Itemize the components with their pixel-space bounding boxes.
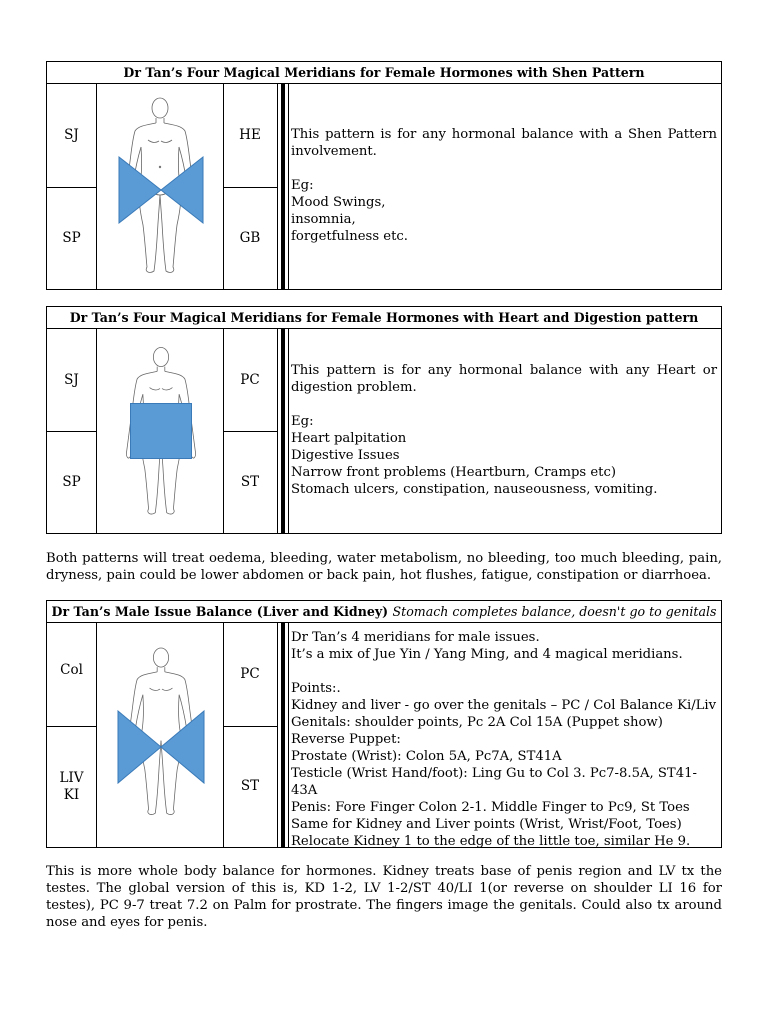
whole-body-balance-paragraph: This is more whole body balance for hormones. Kidney treats base of penis region and LV tx the testes. The global version of this is, KD 1-2, LV 1-2/ST 40/LI 1(or reverse on shoulder LI 16 for testes), PC 9-7 treat 7.2 on Palm for prostrate. The fingers image the genitals. Could also tx around nose and eyes for penis. (46, 864, 722, 930)
shen-pattern-description (291, 126, 717, 245)
male-issue-title-italic: Stomach completes balance, doesn't go to genitals (392, 604, 717, 619)
meridian-label-liv-ki (47, 726, 96, 847)
male-issue-line: Dr Tan’s 4 meridians for male issues. (291, 630, 540, 645)
meridian-label-sp: SP (62, 473, 81, 490)
meridian-label-ki: KI (63, 786, 80, 803)
heart-digestion-item: Heart palpitation (291, 431, 407, 446)
meridian-label-sp: SP (62, 229, 81, 246)
meridian-label-pc: PC (240, 371, 260, 388)
male-issue-points-line: Relocate Kidney 1 to the edge of the little toe, similar He 9. (291, 834, 691, 849)
bowtie-meridian-shape (119, 157, 203, 223)
meridian-label-he: HE (239, 127, 261, 143)
male-issue-points-line: Kidney and liver - go over the genitals – PC / Col Balance Ki/Liv (291, 698, 717, 713)
shen-pattern-table (46, 61, 722, 290)
heart-digestion-eg-label: Eg: (291, 414, 314, 429)
shen-symptom-item: insomnia, (291, 212, 356, 227)
bowtie-meridian-shape (118, 711, 204, 783)
meridian-label-sj: SJ (64, 127, 79, 143)
male-issue-points-line: Penis: Fore Finger Colon 2-1. Middle Finger to Pc9, St Toes (291, 800, 690, 815)
male-issue-points-line: Points:. (291, 681, 341, 696)
heart-digestion-description (291, 362, 717, 498)
male-issue-title-bold: Dr Tan’s Male Issue Balance (Liver and Kidney) (51, 604, 389, 619)
male-issue-table (46, 600, 722, 848)
meridian-label-col: Col (60, 661, 83, 678)
male-issue-description (291, 629, 719, 850)
heart-digestion-item: Digestive Issues (291, 448, 400, 463)
male-issue-points-line: Same for Kidney and Liver points (Wrist, Wrist/Foot, Toes) (291, 817, 682, 832)
male-issue-points-line: Reverse Puppet: (291, 732, 401, 747)
heart-digestion-item: Stomach ulcers, constipation, nauseousness, vomiting. (291, 482, 658, 497)
meridian-label-liv: LIV (59, 769, 84, 786)
heart-digestion-table (46, 306, 722, 534)
shen-pattern-title: Dr Tan’s Four Magical Meridians for Female Hormones with Shen Pattern (47, 62, 721, 84)
male-issue-line: It’s a mix of Jue Yin / Yang Ming, and 4 magical meridians. (291, 647, 683, 662)
male-issue-points-line: Testicle (Wrist Hand/foot): Ling Gu to Col 3. Pc7-8.5A, ST41-43A (291, 766, 697, 798)
meridian-label-gb: GB (239, 229, 261, 246)
male-issue-points-line: Genitals: shoulder points, Pc 2A Col 15A (Puppet show) (291, 715, 663, 730)
shen-pattern-intro: This pattern is for any hormonal balance with a Shen Pattern involvement. (291, 127, 717, 159)
meridian-label-sj: SJ (64, 371, 79, 388)
male-issue-points-line: Prostate (Wrist): Colon 5A, Pc7A, ST41A (291, 749, 562, 764)
male-issue-title (47, 601, 721, 623)
heart-digestion-intro: This pattern is for any hormonal balance with any Heart or digestion problem. (291, 363, 717, 395)
meridian-label-st: ST (240, 473, 260, 490)
square-meridian-shape (130, 403, 192, 459)
heart-digestion-title: Dr Tan’s Four Magical Meridians for Female Hormones with Heart and Digestion pattern (47, 307, 721, 329)
heart-digestion-item: Narrow front problems (Heartburn, Cramps etc) (291, 465, 616, 480)
meridian-label-st: ST (240, 778, 260, 794)
meridian-label-pc: PC (240, 666, 260, 682)
shen-symptom-item: forgetfulness etc. (291, 229, 408, 244)
shen-pattern-eg-label: Eg: (291, 178, 314, 193)
both-patterns-paragraph: Both patterns will treat oedema, bleeding, water metabolism, no bleeding, too much bleeding, pain, dryness, pain could be lower abdomen or back pain, hot flushes, fatigue, constipation or diarrhoea. (46, 551, 722, 583)
shen-symptom-item: Mood Swings, (291, 195, 386, 210)
